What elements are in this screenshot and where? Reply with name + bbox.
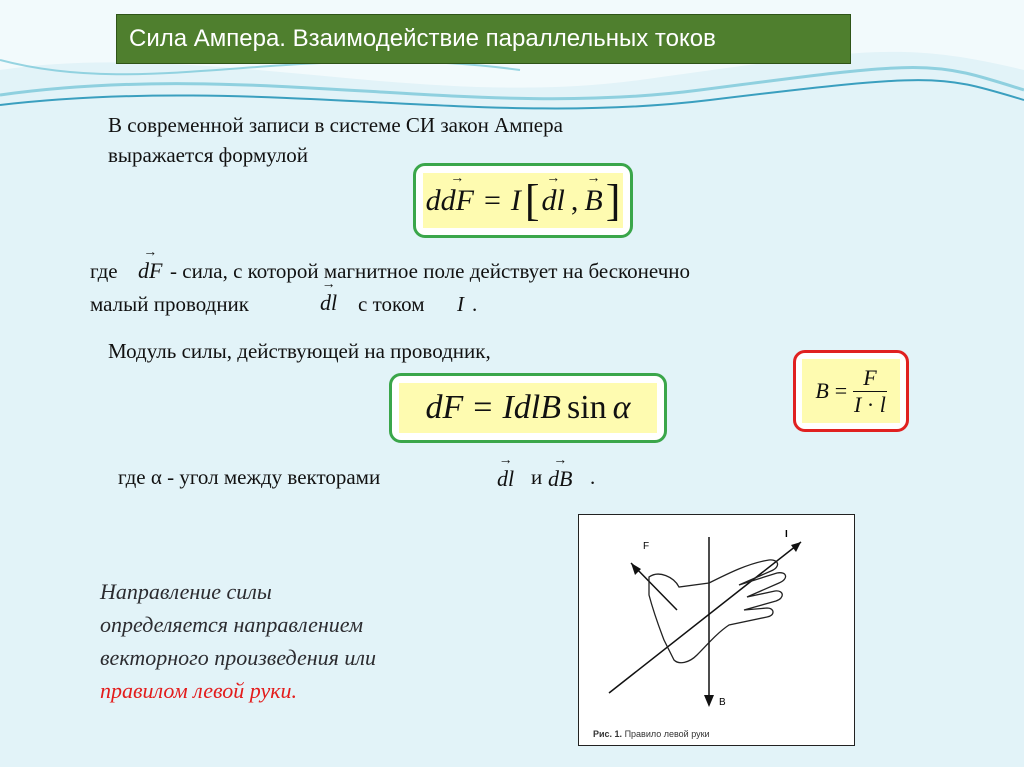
where-dF-symbol: → dF bbox=[138, 258, 162, 284]
figure-label-F: F bbox=[643, 541, 650, 552]
modulus-text: Модуль силы, действующей на проводник, bbox=[108, 339, 491, 363]
where-dl-symbol: → dl bbox=[320, 290, 337, 316]
formula-B bbox=[802, 359, 900, 423]
formula-B-box bbox=[793, 350, 909, 432]
formula-I: I bbox=[510, 183, 521, 217]
bracket-open: [ bbox=[524, 176, 540, 225]
figure-caption-text: Правило левой руки bbox=[624, 729, 710, 739]
where-line2-a: малый проводник bbox=[90, 292, 249, 316]
formula2-sin: sin bbox=[566, 389, 607, 426]
formula-eq: = bbox=[483, 183, 501, 217]
formula-ampere: d → dF = I [ → dl , → B ] bbox=[423, 173, 623, 228]
formula3-den: I · l bbox=[854, 391, 886, 417]
formula3-B: B bbox=[815, 378, 829, 403]
figure-label-I: I bbox=[785, 529, 788, 540]
where-alpha-dB: → dB bbox=[548, 466, 572, 492]
para-left-hand-rule: правилом левой руки. bbox=[100, 678, 298, 703]
formula3-eq: = bbox=[834, 378, 848, 403]
where-alpha-dl: → dl bbox=[497, 466, 514, 492]
where-alpha-text: где α - угол между векторами bbox=[118, 465, 381, 489]
where-dot: . bbox=[472, 292, 478, 316]
para-line-1: Направление силы bbox=[100, 579, 272, 604]
formula2-alpha: α bbox=[612, 389, 631, 426]
figure-caption-number: Рис. 1. bbox=[593, 729, 623, 739]
formula-modulus-box bbox=[389, 373, 667, 443]
formula2-IdlB: IdlB bbox=[502, 389, 561, 426]
formula-comma: , bbox=[570, 183, 579, 217]
figure-caption bbox=[593, 729, 710, 739]
slide-title-bar bbox=[116, 14, 851, 64]
formula-dl: → dl bbox=[542, 184, 565, 218]
formula-modulus bbox=[399, 383, 657, 433]
direction-paragraph bbox=[100, 575, 480, 707]
formula-dF: → dF bbox=[441, 184, 474, 218]
where-alpha-dot: . bbox=[590, 465, 596, 489]
where-rest: - сила, с которой магнитное поле действует на бесконечно bbox=[170, 259, 690, 283]
formula2-eq: = bbox=[473, 389, 493, 426]
formula2-dF: dF bbox=[425, 389, 464, 426]
where-gde: где bbox=[90, 259, 118, 283]
slide-title: Сила Ампера. Взаимодействие параллельных токов bbox=[129, 25, 716, 52]
left-hand-rule-figure bbox=[578, 514, 855, 746]
intro-line-2: выражается формулой bbox=[108, 143, 309, 167]
formula3-fraction bbox=[853, 365, 886, 418]
para-line-3: векторного произведения или bbox=[100, 645, 376, 670]
bracket-close: ] bbox=[605, 176, 621, 225]
formula3-num: F bbox=[853, 365, 886, 392]
figure-label-B: B bbox=[719, 697, 726, 708]
where-current-I: I bbox=[457, 292, 464, 316]
formula-B: → B bbox=[584, 184, 602, 218]
intro-line-1: В современной записи в системе СИ закон Ампера bbox=[108, 113, 563, 137]
left-hand-illustration bbox=[579, 515, 854, 720]
para-line-2: определяется направлением bbox=[100, 612, 364, 637]
where-line2-b: с током bbox=[358, 292, 425, 316]
where-alpha-and: и bbox=[531, 465, 543, 489]
formula-ampere-box bbox=[413, 163, 633, 238]
